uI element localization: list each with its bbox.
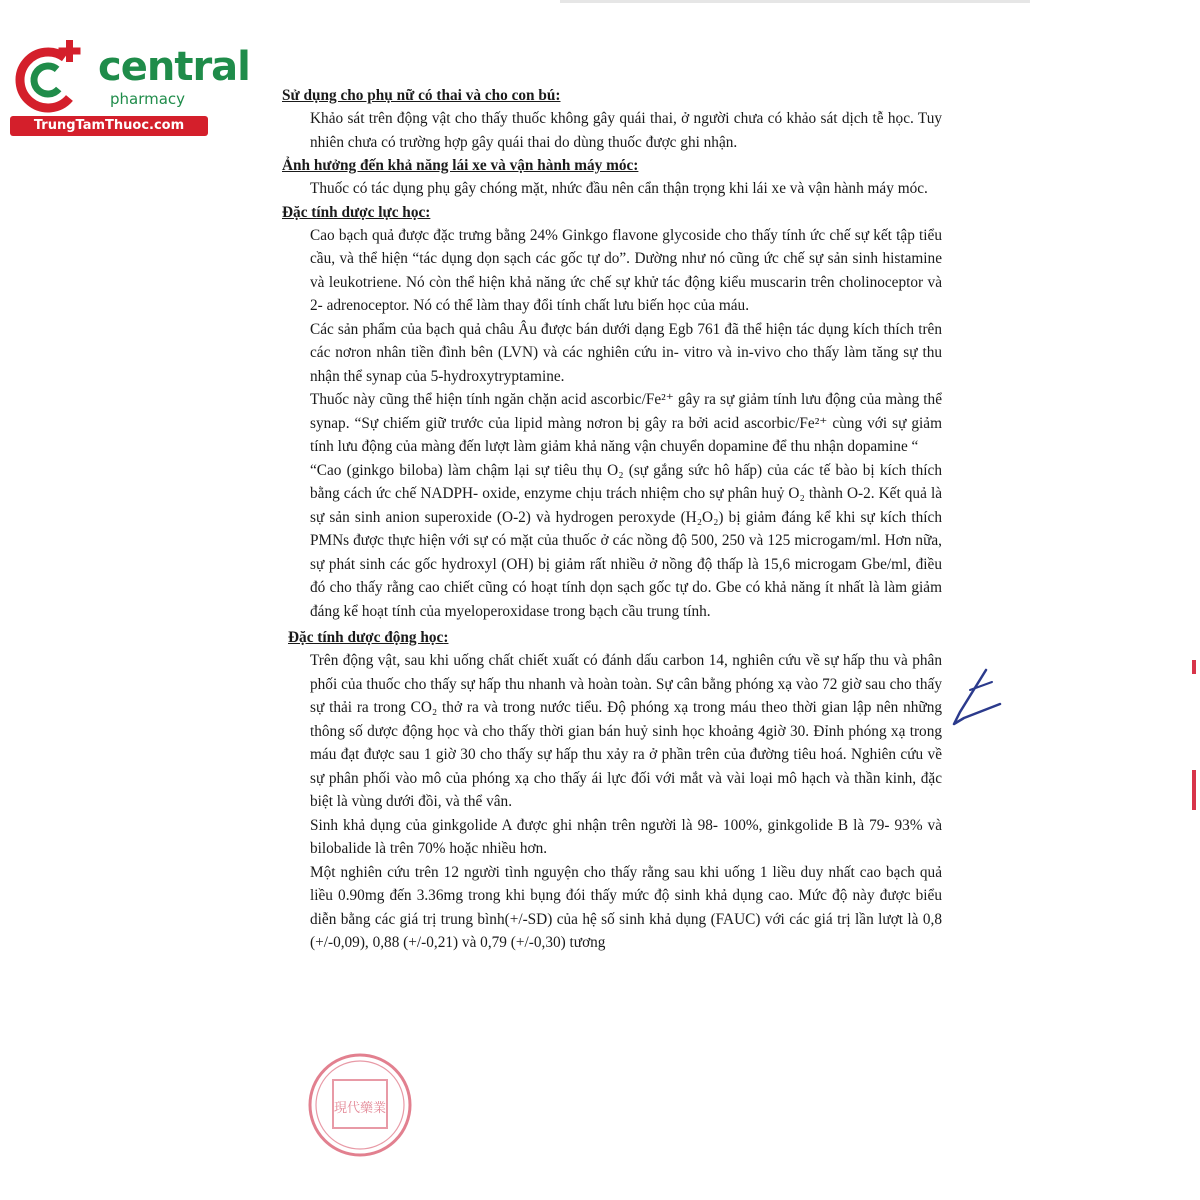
signature-mark [940,660,1010,740]
section-heading-driving: Ảnh hưởng đến khả năng lái xe và vận hành máy móc: [282,157,639,174]
brand-subtitle: pharmacy [110,90,186,108]
paragraph: Khảo sát trên động vật cho thấy thuốc không gây quái thai, ở người chưa có khảo sát dịch tễ học. Tuy nhiên chưa có trường hợp gây quái thai do dùng thuốc được ghi nhận. [310,110,942,151]
central-pharmacy-logo-icon [10,36,90,116]
scan-edge-shadow [560,0,1030,3]
paragraph: Thuốc này cũng thể hiện tính ngăn chặn acid ascorbic/Fe²⁺ gây ra sự giảm tính lưu động của màng thể synap. “Sự chiếm giữ trước của lipid màng nơron bị gây ra bởi acid ascorbic/Fe²⁺ cùng với sự giảm tính lưu động của màng đến lượt làm giảm khả năng vận chuyển dopamine để thu nhận dopamine “ [310,391,942,455]
brand-logo[interactable] [10,36,250,136]
paragraph: “Cao (ginkgo biloba) làm chậm lại sự tiêu thụ O₂ (sự gắng sức hô hấp) của các tế bào bị kích thích bằng cách ức chế NADPH- oxide, enzyme chịu trách nhiệm cho sự phân huỷ O₂ thành O-2. Kết quả là sự sản sinh anion superoxide (O-2) và hydrogen peroxyde (H₂O₂) bị giảm đáng kể khi sự kích thích PMNs được thực hiện với sự có mặt của thuốc ở các nồng độ 500, 250 và 125 microgam/ml. Hơn nữa, sự phát sinh các gốc hydroxyl (OH) bị giảm rất nhiều ở nồng độ thấp là 15,6 microgam Gbe/ml, điều đó cho thấy rằng cao chiết cũng có hoạt tính dọn sạch gốc tự do. Gbe có khả năng ít nhất là làm giảm đáng kể hoạt tính của myeloperoxidase trong bạch cầu trung tính. [310,461,942,620]
document-body [282,84,942,955]
red-edge-mark [1192,660,1196,674]
brand-name: central [98,44,250,90]
section-heading-pregnancy: Sử dụng cho phụ nữ có thai và cho con bú: [282,87,561,104]
svg-text:現代藥業: 現代藥業 [333,1101,387,1116]
paragraph: Sinh khả dụng của ginkgolide A được ghi nhận trên người là 98- 100%, ginkgolide B là 79- 93% và bilobalide là trên 70% hoặc nhiều hơn. [310,816,942,857]
paragraph: Thuốc có tác dụng phụ gây chóng mặt, nhức đầu nên cẩn thận trọng khi lái xe và vận hành máy móc. [310,180,928,197]
heading-colon: : [443,629,449,646]
heading-text: Đặc tính dược động học [288,629,444,646]
paragraph: Cao bạch quả được đặc trưng bằng 24% Ginkgo flavone glycoside cho thấy tính ức chế sự kết tập tiểu cầu, và thể hiện “tác dụng dọn sạch các gốc tự do”. Dường như nó cũng ức chế sự sản sinh histamine và leukotriene. Nó còn thể hiện khả năng ức chế sự khử tác động kiểu muscarin trên cholinoceptor và 2- adrenoceptor. Nó có thể làm thay đổi tính chất lưu biến học của máu. [310,226,942,314]
paragraph: Trên động vật, sau khi uống chất chiết xuất có đánh dấu carbon 14, nghiên cứu về sự hấp thu và phân phối của thuốc cho thấy sự hấp thu nhanh và hoàn toàn. Sự cân bằng phóng xạ vào 72 giờ sau cho thấy sự thải ra trong CO₂ thở ra và trong nước tiểu. Độ phóng xạ trong máu theo thời gian lập nên những thông số dược động học và cho thấy thời gian bán huỷ sinh học khoảng 4giờ 30. Đỉnh phóng xạ trong máu đạt được sau 1 giờ 30 cho thấy sự hấp thu xảy ra ở phần trên của đường tiêu hoá. Nghiên cứu về sự phân phối vào mô của phóng xạ cho thấy ái lực đối với mắt và vài loại mô hạch và thần kinh, đặc biệt là vùng dưới đồi, và thể vân. [310,652,942,810]
section-heading-pharmacokinetics [288,626,942,649]
brand-website[interactable]: TrungTamThuoc.com [10,116,208,136]
paragraph: Các sản phẩm của bạch quả châu Âu được bán dưới dạng Egb 761 đã thể hiện tác dụng kích thích trên các nơron nhân tiền đình bên (LVN) và các nghiên cứu in- vitro và in-vivo cho thấy làm tăng sự thu nhận thể synap của 5-hydroxytryptamine. [310,320,942,385]
paragraph: Một nghiên cứu trên 12 người tình nguyện cho thấy rằng sau khi uống 1 liều duy nhất cao bạch quả liều 0.90mg đến 3.36mg trong khi bụng đói thấy mức độ sinh khả dụng cao. Mức độ này được biểu diễn bằng các giá trị trung bình(+/-SD) của hệ số sinh khả dụng (FAUC) với các giá trị lần lượt là 0,8 (+/-0,09), 0,88 (+/-0,21) và 0,79 (+/-0,30) tương [310,863,942,951]
company-seal-stamp [305,1050,415,1160]
section-heading-pharmacodynamics: Đặc tính dược lực học: [282,203,431,221]
red-edge-mark [1192,770,1196,810]
